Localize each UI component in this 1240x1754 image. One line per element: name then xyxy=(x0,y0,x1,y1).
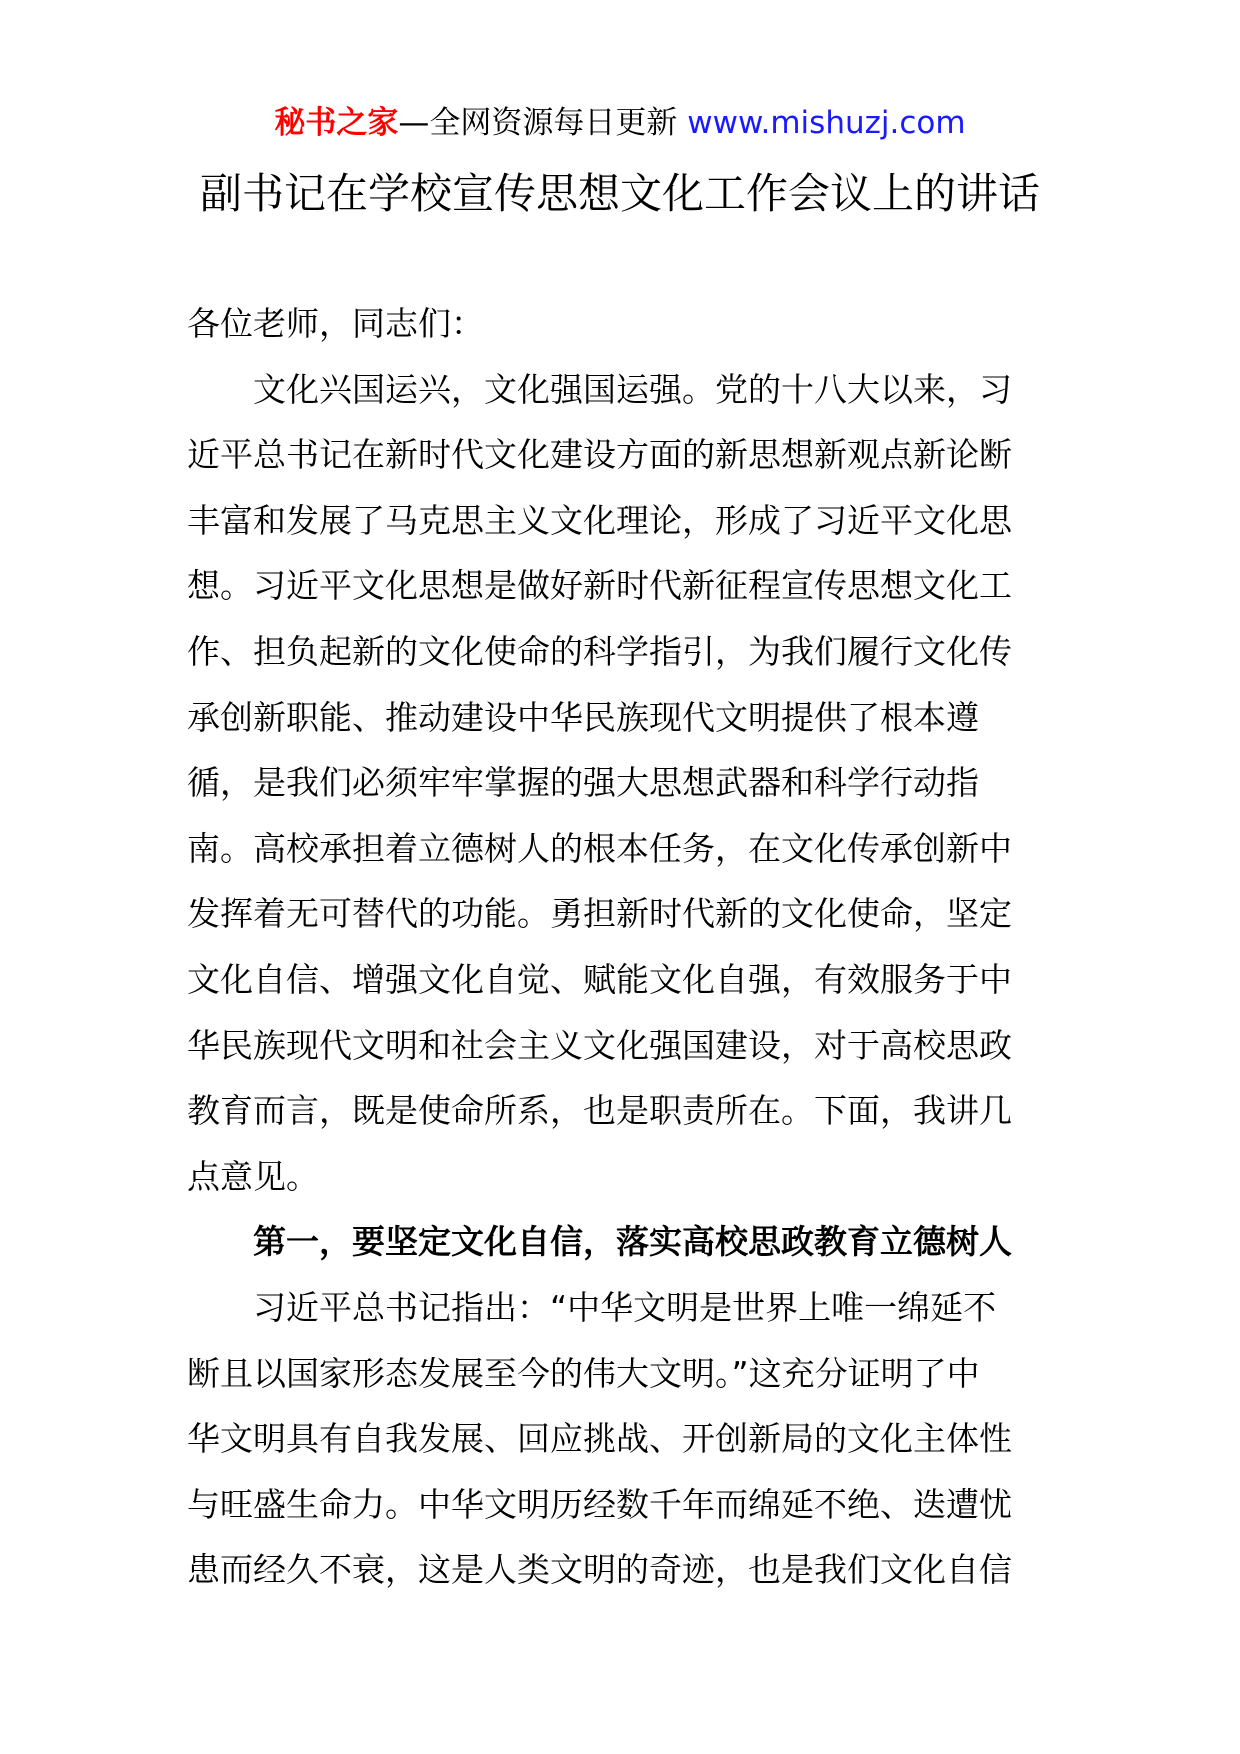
body-line: 南。高校承担着立德树人的根本任务，在文化传承创新中 xyxy=(187,828,1012,868)
site-header xyxy=(0,98,1240,148)
body-line: 丰富和发展了马克思主义文化理论，形成了习近平文化思 xyxy=(187,500,1012,540)
body-line: 教育而言，既是使命所系，也是职责所在。下面，我讲几 xyxy=(187,1091,1012,1131)
body-line: 承创新职能、推动建设中华民族现代文明提供了根本遵 xyxy=(187,697,979,737)
body-line: 想。习近平文化思想是做好新时代新征程宣传思想文化工 xyxy=(187,566,1012,606)
salutation: 各位老师，同志们： xyxy=(187,304,484,343)
site-url-link[interactable]: www.mishuzj.com xyxy=(687,105,966,141)
body-line: 文化兴国运兴，文化强国运强。党的十八大以来，习 xyxy=(253,369,1012,409)
body-line: 患而经久不衰，这是人类文明的奇迹，也是我们文化自信 xyxy=(187,1550,1012,1590)
document-title: 副书记在学校宣传思想文化工作会议上的讲话 xyxy=(199,169,1040,218)
document-body xyxy=(187,291,1057,1603)
body-line: 断且以国家形态发展至今的伟大文明。”这充分证明了中 xyxy=(187,1353,980,1393)
body-line: 华文明具有自我发展、回应挑战、开创新局的文化主体性 xyxy=(187,1419,1012,1459)
body-line: 与旺盛生命力。中华文明历经数千年而绵延不绝、迭遭忧 xyxy=(187,1484,1012,1524)
body-line: 习近平总书记指出：“中华文明是世界上唯一绵延不 xyxy=(253,1287,997,1327)
header-tagline: —全网资源每日更新 xyxy=(398,105,688,141)
body-line: 近平总书记在新时代文化建设方面的新思想新观点新论断 xyxy=(187,435,1012,475)
brand-name: 秘书之家 xyxy=(274,105,399,141)
body-line: 循，是我们必须牢牢掌握的强大思想武器和科学行动指 xyxy=(187,763,979,803)
body-line: 文化自信、增强文化自觉、赋能文化自强，有效服务于中 xyxy=(187,959,1012,999)
body-line: 发挥着无可替代的功能。勇担新时代新的文化使命，坚定 xyxy=(187,894,1012,934)
body-line: 点意见。 xyxy=(187,1156,319,1196)
body-line: 华民族现代文明和社会主义文化强国建设，对于高校思政 xyxy=(187,1025,1012,1065)
section-heading: 第一，要坚定文化自信，落实高校思政教育立德树人 xyxy=(253,1222,1012,1262)
body-line: 作、担负起新的文化使命的科学指引，为我们履行文化传 xyxy=(187,631,1012,671)
